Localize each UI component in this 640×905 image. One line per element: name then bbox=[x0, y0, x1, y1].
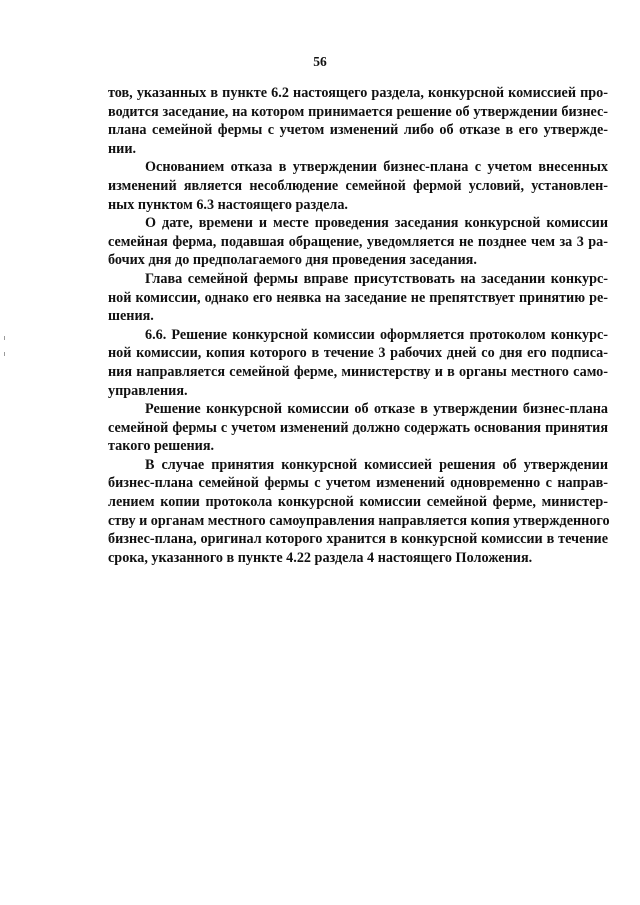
text-line: плана семейной фермы с учетом изменений либо об отказе в его утвержде- bbox=[108, 122, 608, 139]
text-line: 6.6. Решение конкурсной комиссии оформляется протоколом конкурс- bbox=[145, 326, 608, 343]
text-line: ния направляется семейной ферме, министерству и в органы местного само- bbox=[108, 363, 608, 380]
paragraph bbox=[108, 158, 608, 214]
text-line: управления. bbox=[108, 382, 188, 399]
text-line: семейной фермы с учетом изменений должно содержать основания принятия bbox=[108, 419, 608, 436]
text-line: нии. bbox=[108, 140, 137, 157]
text-line: В случае принятия конкурсной комиссией решения об утверждении bbox=[145, 456, 608, 473]
paragraph bbox=[108, 326, 608, 400]
scan-margin-mark bbox=[4, 336, 5, 340]
paragraph bbox=[108, 214, 608, 270]
paragraph bbox=[108, 400, 608, 456]
text-line: шения. bbox=[108, 308, 154, 325]
text-line: бизнес-плана, оригинал которого хранится в конкурсной комиссии в течение bbox=[108, 531, 608, 548]
text-line: О дате, времени и месте проведения заседания конкурсной комиссии bbox=[145, 215, 608, 232]
page-number: 56 bbox=[313, 54, 327, 69]
text-line: ству и органам местного самоуправления направляется копия утвержденного bbox=[108, 512, 610, 529]
text-line: водится заседание, на котором принимается решение об утверждении бизнес- bbox=[108, 103, 608, 120]
text-line: такого решения. bbox=[108, 438, 215, 455]
text-line: бизнес-плана семейной фермы с учетом изменений одновременно с направ- bbox=[108, 475, 608, 492]
text-line: изменений является несоблюдение семейной фермой условий, установлен- bbox=[108, 177, 608, 194]
paragraph bbox=[108, 456, 608, 568]
scan-margin-mark bbox=[4, 352, 5, 356]
text-line: бочих дня до предполагаемого дня проведения заседания. bbox=[108, 252, 477, 269]
text-line: ной комиссии, однако его неявка на заседание не препятствует принятию ре- bbox=[108, 289, 608, 306]
paragraph bbox=[108, 270, 608, 326]
document-body bbox=[108, 84, 608, 567]
text-line: семейная ферма, подавшая обращение, уведомляется не позднее чем за 3 ра- bbox=[108, 233, 608, 250]
text-line: срока, указанного в пункте 4.22 раздела 4 настоящего Положения. bbox=[108, 549, 533, 566]
text-line: Основанием отказа в утверждении бизнес-плана с учетом внесенных bbox=[145, 159, 608, 176]
text-line: тов, указанных в пункте 6.2 настоящего раздела, конкурсной комиссией про- bbox=[108, 85, 608, 101]
text-line: Решение конкурсной комиссии об отказе в утверждении бизнес-плана bbox=[145, 401, 608, 418]
text-line: ной комиссии, копия которого в течение 3 рабочих дней со дня его подписа- bbox=[108, 345, 608, 362]
text-line: Глава семейной фермы вправе присутствовать на заседании конкурс- bbox=[145, 270, 608, 287]
text-line: лением копии протокола конкурсной комиссии семейной ферме, министер- bbox=[108, 494, 608, 511]
text-line: ных пунктом 6.3 настоящего раздела. bbox=[108, 196, 348, 213]
paragraph bbox=[108, 84, 608, 158]
